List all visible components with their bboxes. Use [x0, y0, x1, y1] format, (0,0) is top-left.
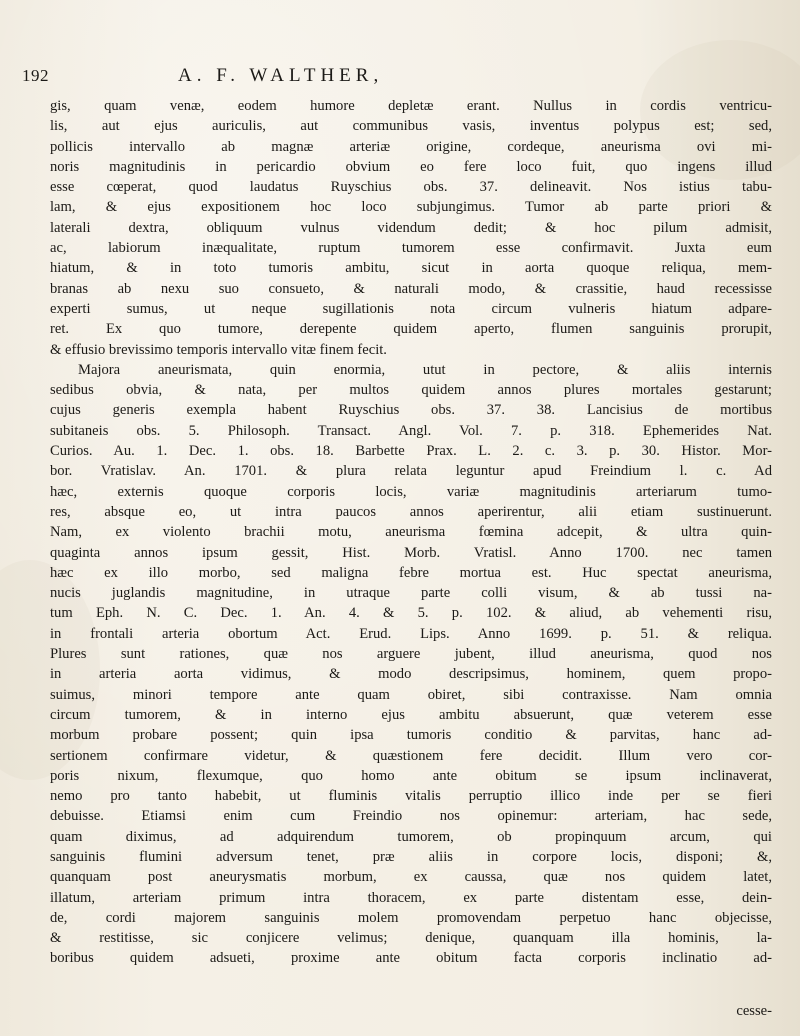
text-line: in arteria aorta vidimus, & modo descripsimus, hominem, quem propo-: [50, 666, 772, 683]
text-line: quaginta annos ipsum gessit, Hist. Morb. Vratisl. Anno 1700. nec tamen: [50, 544, 772, 561]
text-line: Nam, ex violento brachii motu, aneurisma fœmina adcepit, & ultra quin-: [50, 524, 772, 541]
text-line: branas ab nexu suo consueto, & naturali modo, & crassitie, haud recessisse: [50, 280, 772, 297]
text-line: illatum, arteriam primum intra thoracem, ex parte distentam esse, dein-: [50, 889, 772, 906]
body-text: [50, 96, 772, 969]
text-line: morbum probare possent; quin ipsa tumoris conditio & parvitas, hanc ad-: [50, 727, 772, 744]
text-line: sertionem confirmare videtur, & quæstionem fere decidit. Illum vero cor-: [50, 747, 772, 764]
text-line: nucis juglandis magnitudine, in utraque parte colli visum, & ab tussi na-: [50, 585, 772, 602]
text-line: cujus generis exempla habent Ruyschius obs. 37. 38. Lancisius de mortibus: [50, 402, 772, 419]
text-line: quanquam post aneurysmatis morbum, ex caussa, quæ nos quidem latet,: [50, 869, 772, 886]
text-line: circum tumorem, & in interno ejus ambitu absuerunt, quæ veterem esse: [50, 706, 772, 723]
text-line: sedibus obvia, & nata, per multos quidem annos plures mortales gestarunt;: [50, 382, 772, 399]
text-line: lis, aut ejus auriculis, aut communibus vasis, inventus polypus est; sed,: [50, 118, 772, 135]
running-head: A. F. WALTHER,: [178, 65, 384, 86]
text-line: subitaneis obs. 5. Philosoph. Transact. Angl. Vol. 7. p. 318. Ephemerides Nat.: [50, 422, 772, 439]
text-line: suimus, minori tempore ante quam obiret, sibi contraxisse. Nam omnia: [50, 686, 772, 703]
text-line: noris magnitudinis in pericardio obvium eo fere loco fuit, quo ingens illud: [50, 158, 772, 175]
text-line: hiatum, & in toto tumoris ambitu, sicut in aorta quoque reliqua, mem-: [50, 260, 772, 277]
text-line: Plures sunt rationes, quæ nos arguere jubent, illud aneurisma, quod nos: [50, 646, 772, 663]
text-line: debuisse. Etiamsi enim cum Freindio nos opinemur: arteriam, hac sede,: [50, 808, 772, 825]
text-line: laterali dextra, obliquum vulnus videndum dedit; & hoc pilum admisit,: [50, 219, 772, 236]
text-line: boribus quidem adsueti, proxime ante obitum facta corporis inclinatio ad-: [50, 950, 772, 967]
text-line: hæc, externis quoque corporis locis, variæ magnitudinis arteriarum tumo-: [50, 483, 772, 500]
text-line: tum Eph. N. C. Dec. 1. An. 4. & 5. p. 102. & aliud, ab vehementi risu,: [50, 605, 772, 622]
paragraph-start-line: Majora aneurismata, quin enormia, utut in pectore, & aliis internis: [78, 361, 772, 378]
text-line: & restitisse, sic conjicere velimus; denique, quanquam illa hominis, la-: [50, 930, 772, 947]
text-line: in frontali arteria obortum Act. Erud. Lips. Anno 1699. p. 51. & reliqua.: [50, 625, 772, 642]
text-line: hæc ex illo morbo, sed maligna febre mortua est. Huc spectat aneurisma,: [50, 564, 772, 581]
text-line: pollicis intervallo ab magnæ arteriæ origine, cordeque, aneurisma ovi mi-: [50, 138, 772, 155]
text-line: experti sumus, ut neque sugillationis nota circum vulneris hiatum adpare-: [50, 300, 772, 317]
text-line: bor. Vratislav. An. 1701. & plura relata leguntur apud Freindium l. c. Ad: [50, 463, 772, 480]
text-line: nemo pro tanto habebit, ut fluminis vitalis perruptio illico inde per se fieri: [50, 788, 772, 805]
text-line: ac, labiorum inæqualitate, ruptum tumorem esse confirmavit. Juxta eum: [50, 240, 772, 257]
text-line: Curios. Au. 1. Dec. 1. obs. 18. Barbette Prax. L. 2. c. 3. p. 30. Histor. Mor-: [50, 443, 772, 460]
text-line: ret. Ex quo tumore, derepente quidem aperto, flumen sanguinis prorupit,: [50, 321, 772, 338]
page-header: [22, 66, 782, 92]
text-line: quam diximus, ad adquirendum tumorem, ob propinquum arcum, qui: [50, 828, 772, 845]
text-line: gis, quam venæ, eodem humore depletæ erant. Nullus in cordis ventricu-: [50, 98, 772, 114]
text-line: lam, & ejus expositionem hoc loco subjungimus. Tumor ab parte priori &: [50, 199, 772, 216]
text-line: poris nixum, flexumque, quo homo ante obitum se ipsum inclinaverat,: [50, 767, 772, 784]
text-line: & effusio brevissimo temporis intervallo vitæ finem fecit.: [50, 341, 387, 358]
text-line: sanguinis flumini adversum tenet, præ aliis in corpore locis, disponi; &,: [50, 848, 772, 865]
page-number: 192: [22, 66, 49, 85]
text-line: res, absque eo, ut intra paucos annos aperirentur, alii etiam sustinuerunt.: [50, 503, 772, 520]
catchword: cesse-: [736, 1003, 772, 1019]
text-line: de, cordi majorem sanguinis molem promovendam perpetuo hanc objecisse,: [50, 909, 772, 926]
text-line: esse cœperat, quod laudatus Ruyschius obs. 37. delineavit. Nos istius tabu-: [50, 179, 772, 196]
